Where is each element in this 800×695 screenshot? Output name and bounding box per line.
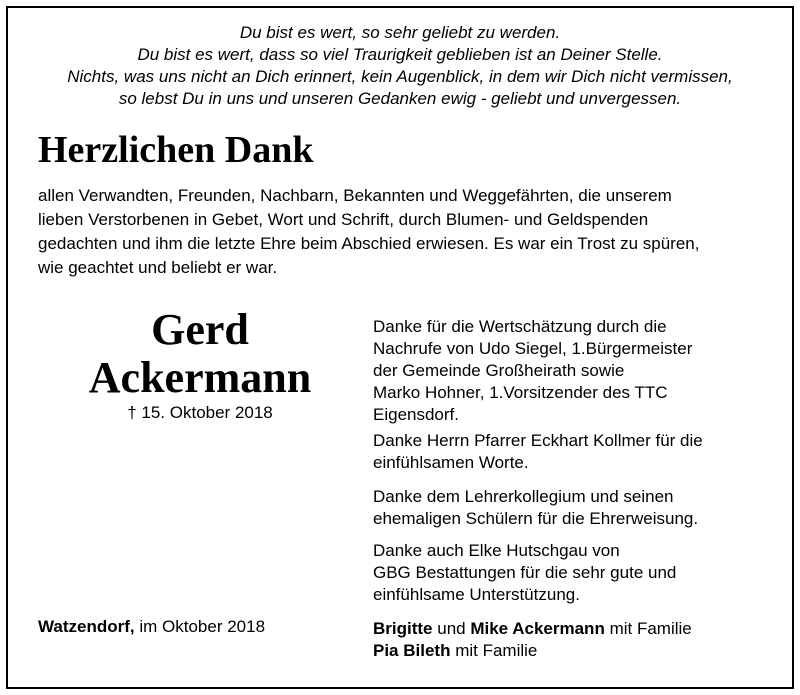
acknowledgement-line: der Gemeinde Großheirath sowie [373, 361, 625, 380]
poem-line: Nichts, was uns nicht an Dich erinnert, kein Augenblick, in dem wir Dich nicht vermissen, [67, 67, 733, 86]
death-date: † 15. Oktober 2018 [127, 403, 273, 422]
signature [373, 618, 692, 662]
deceased-last-name: Ackermann [88, 353, 312, 402]
place-and-date [38, 616, 265, 638]
signature-name: Mike Ackermann [470, 619, 605, 638]
acknowledgement-line: Nachrufe von Udo Siegel, 1.Bürgermeister [373, 339, 693, 358]
signature-line [373, 640, 692, 662]
thanks-line: wie geachtet und beliebt er war. [38, 258, 278, 277]
acknowledgement-line: Marko Hohner, 1.Vorsitzender des TTC [373, 383, 668, 402]
page-title: Herzlichen Dank [38, 129, 314, 171]
acknowledgement-line: GBG Bestattungen für die sehr gute und [373, 563, 677, 582]
signature-conjunction: und [437, 619, 466, 638]
signature-line [373, 618, 692, 640]
acknowledgement-paragraph [373, 316, 773, 426]
acknowledgement-line: einfühlsamen Worte. [373, 453, 529, 472]
acknowledgement-line: einfühlsame Unterstützung. [373, 585, 580, 604]
acknowledgement-paragraph [373, 486, 773, 530]
signature-name: Brigitte [373, 619, 433, 638]
poem [20, 22, 780, 110]
acknowledgement-line: Danke auch Elke Hutschgau von [373, 541, 620, 560]
signature-suffix: mit Familie [609, 619, 692, 638]
acknowledgement-line: Danke dem Lehrerkollegium und seinen [373, 487, 674, 506]
poem-line: so lebst Du in uns und unseren Gedanken ewig - geliebt und unvergessen. [118, 89, 682, 108]
place-town: Watzendorf, [38, 617, 135, 636]
acknowledgement-line: Danke für die Wertschätzung durch die [373, 317, 667, 336]
thanks-line: gedachten und ihm die letzte Ehre beim Abschied erwiesen. Es war ein Trost zu spüren, [38, 234, 700, 253]
acknowledgement-paragraph [373, 540, 773, 606]
deceased-name [40, 306, 360, 402]
place-date: im Oktober 2018 [139, 617, 266, 636]
deceased-first-name: Gerd [151, 305, 249, 354]
acknowledgement-line: Eigensdorf. [373, 405, 459, 424]
signature-name: Pia Bileth [373, 641, 451, 660]
thanks-text [38, 184, 778, 280]
poem-line: Du bist es wert, dass so viel Traurigkeit geblieben ist an Deiner Stelle. [137, 45, 663, 64]
acknowledgement-line: ehemaligen Schülern für die Ehrerweisung. [373, 509, 699, 528]
thanks-line: allen Verwandten, Freunden, Nachbarn, Bekannten und Weggefährten, die unserem [38, 186, 672, 205]
poem-line: Du bist es wert, so sehr geliebt zu werden. [239, 23, 561, 42]
acknowledgement-paragraph [373, 430, 773, 474]
signature-suffix: mit Familie [455, 641, 538, 660]
thanks-line: lieben Verstorbenen in Gebet, Wort und Schrift, durch Blumen- und Geldspenden [38, 210, 649, 229]
acknowledgement-line: Danke Herrn Pfarrer Eckhart Kollmer für die [373, 431, 703, 450]
